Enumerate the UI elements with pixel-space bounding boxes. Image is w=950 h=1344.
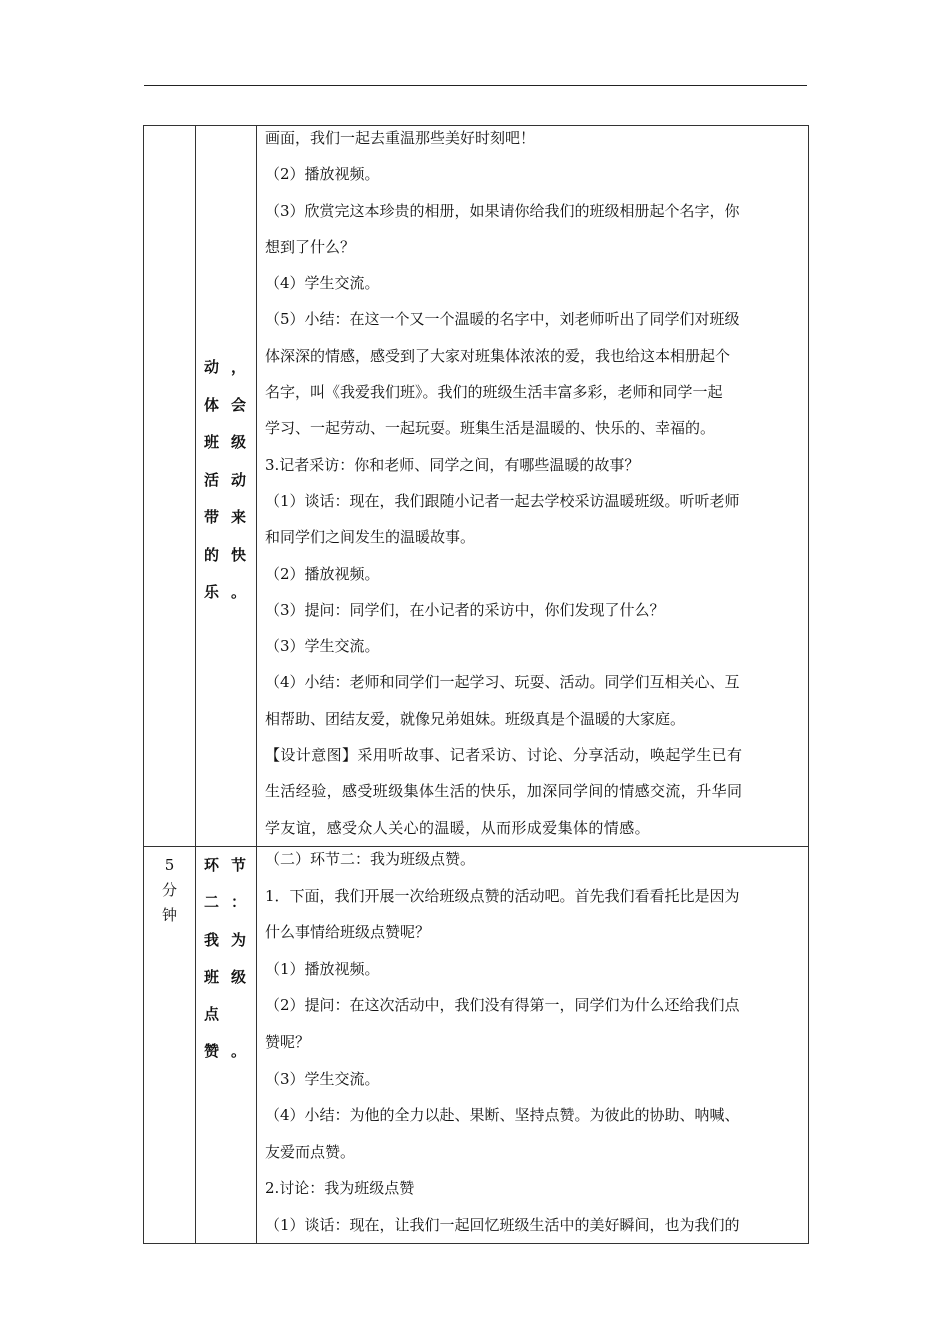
design-intent-line: 生活经验，感受班级集体生活的快乐，加深同学间的情感交流，升华同 [265,782,743,801]
content-line: （1）谈话：现在，让我们一起回忆班级生活中的美好瞬间，也为我们的 [265,1215,740,1234]
content-line: （4）小结：老师和同学们一起学习、玩耍、活动。同学们互相关心、互 [265,673,740,692]
time-label: 钟 [161,905,177,924]
design-intent-line: 学友谊，感受众人关心的温暖，从而形成爱集体的情感。 [265,818,651,837]
step-title-line: 点 [204,1005,232,1024]
time-cell [144,846,196,1244]
content-line: 画面，我们一起去重温那些美好时刻吧！ [265,129,536,147]
content-line: 想到了什么？ [265,237,356,256]
content-line: （1）播放视频。 [265,959,380,978]
content-line: 名字，叫《我爱我们班》。我们的班级生活丰富多彩，老师和同学一起 [265,383,723,402]
time-label: 5 [164,855,175,874]
step-title-line: 我为 [204,930,259,949]
header-rule [144,85,807,86]
content-line: 学习、一起劳动、一起玩耍。班集生活是温暖的、快乐的、幸福的。 [265,419,716,438]
content-cell [257,126,809,847]
step-title-line: 班级 [204,967,259,986]
content-line: （3）欣赏完这本珍贵的相册，如果请你给我们的班级相册起个名字，你 [265,201,740,220]
step-title-line: 环节 [204,855,259,874]
step-title-line: 带来 [204,508,259,526]
step-title-line: 活动 [204,470,259,489]
content-line: （2）提问：在这次活动中，我们没有得第一，同学们为什么还给我们点 [265,996,740,1015]
content-line: （3）学生交流。 [265,1069,380,1088]
content-line: 和同学们之间发生的温暖故事。 [265,528,476,547]
content-line: （2）播放视频。 [265,564,380,583]
step-title-line: 二： [204,893,259,912]
content-line: （3）学生交流。 [265,637,380,656]
time-label: 分 [161,880,177,899]
step-title-line: 赞。 [204,1042,259,1061]
table-row [144,126,809,847]
step-cell [196,126,257,847]
step-title-line: 的快 [204,545,259,564]
step-cell [196,846,257,1244]
content-line: （4）小结：为他的全力以赴、果断、坚持点赞。为彼此的协助、呐喊、 [265,1106,740,1125]
content-line: （二）环节二：我为班级点赞。 [265,849,476,868]
lesson-plan-table [143,125,809,1244]
design-intent-line: 【设计意图】采用听故事、记者采访、讨论、分享活动，唤起学生已有 [265,746,743,765]
content-line: 赞呢？ [265,1032,311,1051]
step-title-line: 乐。 [204,583,259,601]
content-line: （5）小结：在这一个又一个温暖的名字中，刘老师听出了同学们对班级 [265,310,740,329]
content-line: 2.讨论：我为班级点赞 [265,1179,415,1198]
content-line: （4）学生交流。 [265,274,380,293]
content-cell [257,846,809,1244]
content-line: 相帮助、团结友爱，就像兄弟姐妹。班级真是个温暖的大家庭。 [265,709,686,728]
step-title-line: 体会 [204,395,259,414]
content-line: 体深深的情感，感受到了大家对班集体浓浓的爱，我也给这本相册起个 [265,346,731,365]
table-row [144,846,809,1244]
step-title-line: 动， [204,358,259,376]
content-line: （3）提问：同学们，在小记者的采访中，你们发现了什么？ [265,600,665,619]
content-line: 友爱而点赞。 [265,1142,356,1161]
content-line: 什么事情给班级点赞呢？ [265,923,431,942]
content-line: （1）谈话：现在，我们跟随小记者一起去学校采访温暖班级。听听老师 [265,491,740,510]
content-line: （2）播放视频。 [265,165,380,184]
time-cell [144,126,196,847]
content-line: 3.记者采访：你和老师、同学之间，有哪些温暖的故事？ [265,455,640,474]
step-title-line: 班级 [204,433,259,451]
content-line: 1．下面，我们开展一次给班级点赞的活动吧。首先我们看看托比是因为 [265,886,740,905]
